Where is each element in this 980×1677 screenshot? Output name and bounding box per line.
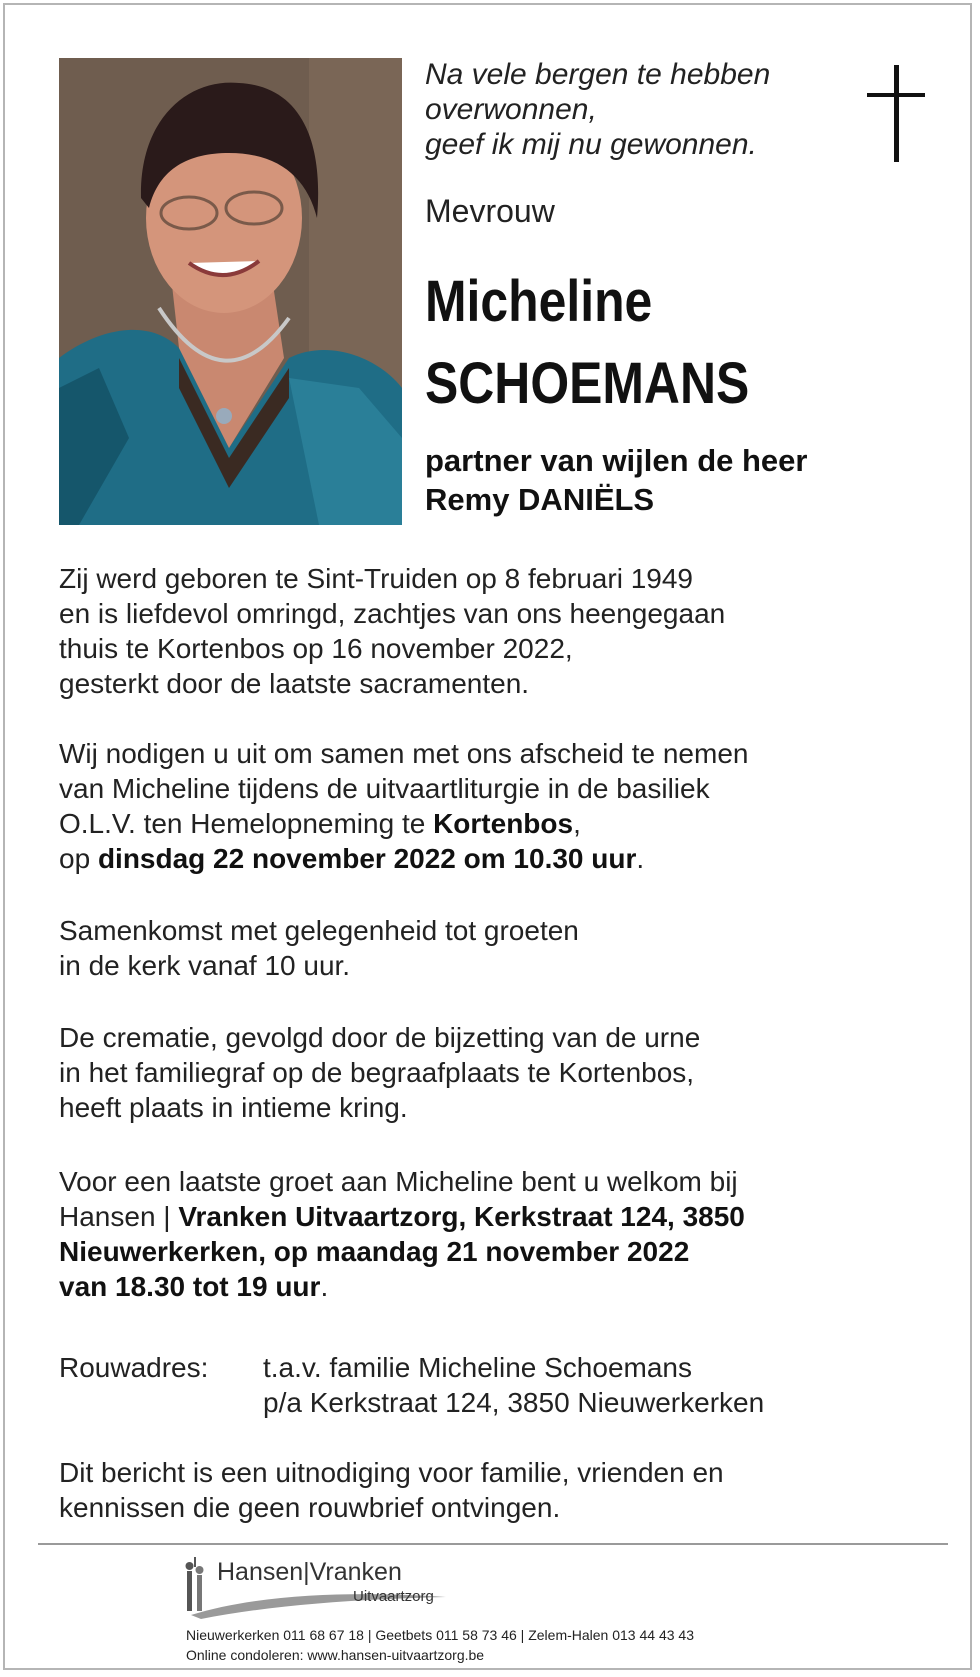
text-span: ,	[573, 808, 581, 839]
text-line: in het familiegraf op de begraafplaats te Kortenbos,	[59, 1057, 695, 1088]
text-line: Samenkomst met gelegenheid tot groeten	[59, 915, 579, 946]
text-line: Voor een laatste groet aan Micheline bent u welkom bij	[59, 1166, 738, 1197]
partner-info	[425, 441, 807, 519]
hansen-vranken-logo	[181, 1553, 481, 1619]
portrait-photo	[59, 58, 402, 525]
visitation-bold: van 18.30 tot 19 uur	[59, 1271, 321, 1302]
text-line: en is liefdevol omringd, zachtjes van ons heengegaan	[59, 598, 726, 629]
birth-death-paragraph	[59, 561, 939, 701]
text-line	[59, 841, 939, 876]
partner-line: partner van wijlen de heer	[425, 443, 808, 478]
footer-contact	[186, 1625, 694, 1665]
first-name: Micheline	[425, 269, 653, 334]
poem-line: Na vele bergen te hebben	[425, 58, 771, 91]
text-line: van Micheline tijdens de uitvaartliturgie in de basiliek	[59, 773, 710, 804]
text-line: thuis te Kortenbos op 16 november 2022,	[59, 633, 573, 664]
text-span: .	[636, 843, 645, 874]
text-line	[59, 1199, 939, 1234]
address-line: t.a.v. familie Micheline Schoemans	[263, 1352, 692, 1383]
text-span: O.L.V. ten Hemelopneming te	[59, 808, 434, 839]
text-span: Hansen |	[59, 1201, 179, 1232]
cremation-paragraph	[59, 1020, 939, 1125]
text-line: in de kerk vanaf 10 uur.	[59, 950, 351, 981]
text-line: kennissen die geen rouwbrief ontvingen.	[59, 1492, 561, 1523]
logo-subtitle: Uitvaartzorg	[353, 1588, 434, 1605]
visitation-paragraph	[59, 1164, 939, 1304]
visitation-bold: Nieuwerkerken, op maandag 21 november 2022	[59, 1236, 690, 1267]
text-line: Dit bericht is een uitnodiging voor familie, vrienden en	[59, 1457, 724, 1488]
notice-paragraph	[59, 1455, 939, 1525]
text-span: .	[320, 1271, 329, 1302]
last-name: SCHOEMANS	[425, 351, 750, 416]
gathering-paragraph	[59, 913, 939, 983]
date-bold: dinsdag 22 november 2022 om 10.30 uur	[97, 843, 637, 874]
visitation-bold: Vranken Uitvaartzorg, Kerkstraat 124, 3850	[178, 1201, 745, 1232]
deceased-name	[425, 261, 749, 425]
text-line: Zij werd geboren te Sint-Truiden op 8 februari 1949	[59, 563, 693, 594]
cross-icon	[867, 65, 927, 165]
footer-online: Online condoleren: www.hansen-uitvaartzorg.be	[186, 1647, 485, 1663]
address-value	[263, 1350, 764, 1420]
location-bold: Kortenbos	[433, 808, 574, 839]
logo-name: Hansen|Vranken	[217, 1558, 402, 1586]
text-line: Wij nodigen u uit om samen met ons afscheid te nemen	[59, 738, 749, 769]
partner-line: Remy DANIËLS	[425, 482, 655, 517]
footer-divider	[38, 1543, 948, 1545]
poem-line: overwonnen,	[425, 93, 597, 126]
funeral-invitation-paragraph	[59, 736, 939, 876]
footer-phones: Nieuwerkerken 011 68 67 18 | Geetbets 011 58 73 46 | Zelem-Halen 013 44 43 43	[186, 1627, 694, 1643]
poem-line: geef ik mij nu gewonnen.	[425, 128, 757, 161]
text-span: op	[59, 843, 98, 874]
address-label: Rouwadres:	[59, 1352, 209, 1383]
text-line	[59, 806, 939, 841]
text-line	[59, 1234, 939, 1269]
text-line: De crematie, gevolgd door de bijzetting van de urne	[59, 1022, 701, 1053]
death-notice-card	[3, 3, 972, 1670]
memorial-poem	[425, 57, 845, 162]
text-line: heeft plaats in intieme kring.	[59, 1092, 408, 1123]
address-line: p/a Kerkstraat 124, 3850 Nieuwerkerken	[263, 1387, 765, 1418]
text-line: gesterkt door de laatste sacramenten.	[59, 668, 530, 699]
portrait-photo-icon	[59, 58, 402, 525]
text-line	[59, 1269, 939, 1304]
salutation: Mevrouw	[425, 193, 555, 229]
